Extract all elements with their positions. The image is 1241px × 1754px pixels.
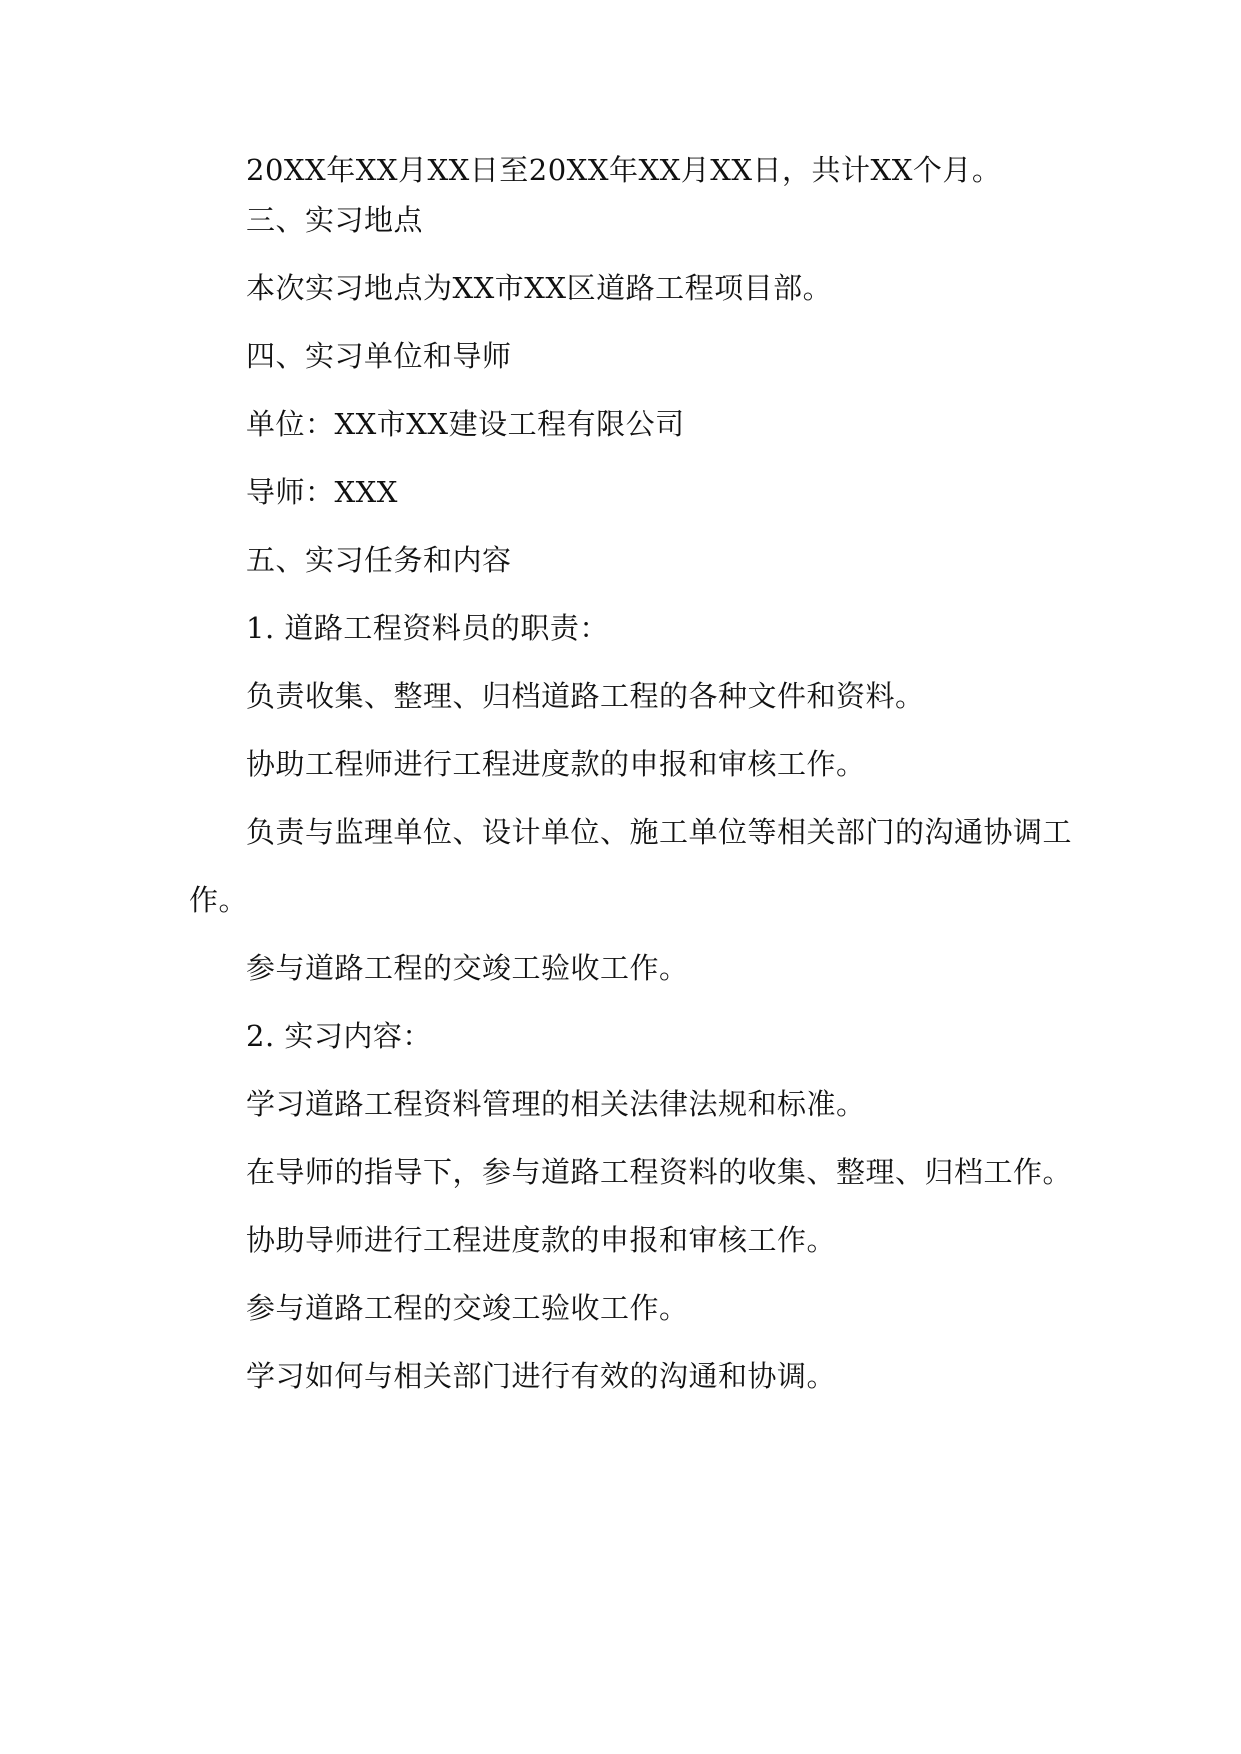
subheading-duties: 1. 道路工程资料员的职责： bbox=[246, 611, 609, 645]
content-item-2: 在导师的指导下，参与道路工程资料的收集、整理、归档工作。 bbox=[246, 1155, 1073, 1189]
mentor-text: 导师：XXX bbox=[246, 475, 398, 509]
content-item-4: 参与道路工程的交竣工验收工作。 bbox=[246, 1291, 689, 1325]
section-heading-unit-mentor: 四、实习单位和导师 bbox=[246, 339, 512, 373]
internship-period-text: 20XX年XX月XX日至20XX年XX月XX日，共计XX个月。 bbox=[246, 153, 1002, 187]
duty-item-3: 负责与监理单位、设计单位、施工单位等相关部门的沟通协调工 bbox=[246, 815, 1073, 849]
content-item-3: 协助导师进行工程进度款的申报和审核工作。 bbox=[246, 1223, 837, 1257]
duty-item-2: 协助工程师进行工程进度款的申报和审核工作。 bbox=[246, 747, 866, 781]
duty-item-1: 负责收集、整理、归档道路工程的各种文件和资料。 bbox=[246, 679, 925, 713]
content-item-1: 学习道路工程资料管理的相关法律法规和标准。 bbox=[246, 1087, 866, 1121]
content-item-5: 学习如何与相关部门进行有效的沟通和协调。 bbox=[246, 1359, 837, 1393]
section-heading-tasks: 五、实习任务和内容 bbox=[246, 543, 512, 577]
section-heading-location: 三、实习地点 bbox=[246, 203, 424, 237]
unit-text: 单位：XX市XX建设工程有限公司 bbox=[246, 407, 685, 441]
duty-item-4: 参与道路工程的交竣工验收工作。 bbox=[246, 951, 689, 985]
subheading-content: 2. 实习内容： bbox=[246, 1019, 432, 1053]
location-text: 本次实习地点为XX市XX区道路工程项目部。 bbox=[246, 271, 833, 305]
duty-item-3-continued: 作。 bbox=[189, 883, 249, 917]
